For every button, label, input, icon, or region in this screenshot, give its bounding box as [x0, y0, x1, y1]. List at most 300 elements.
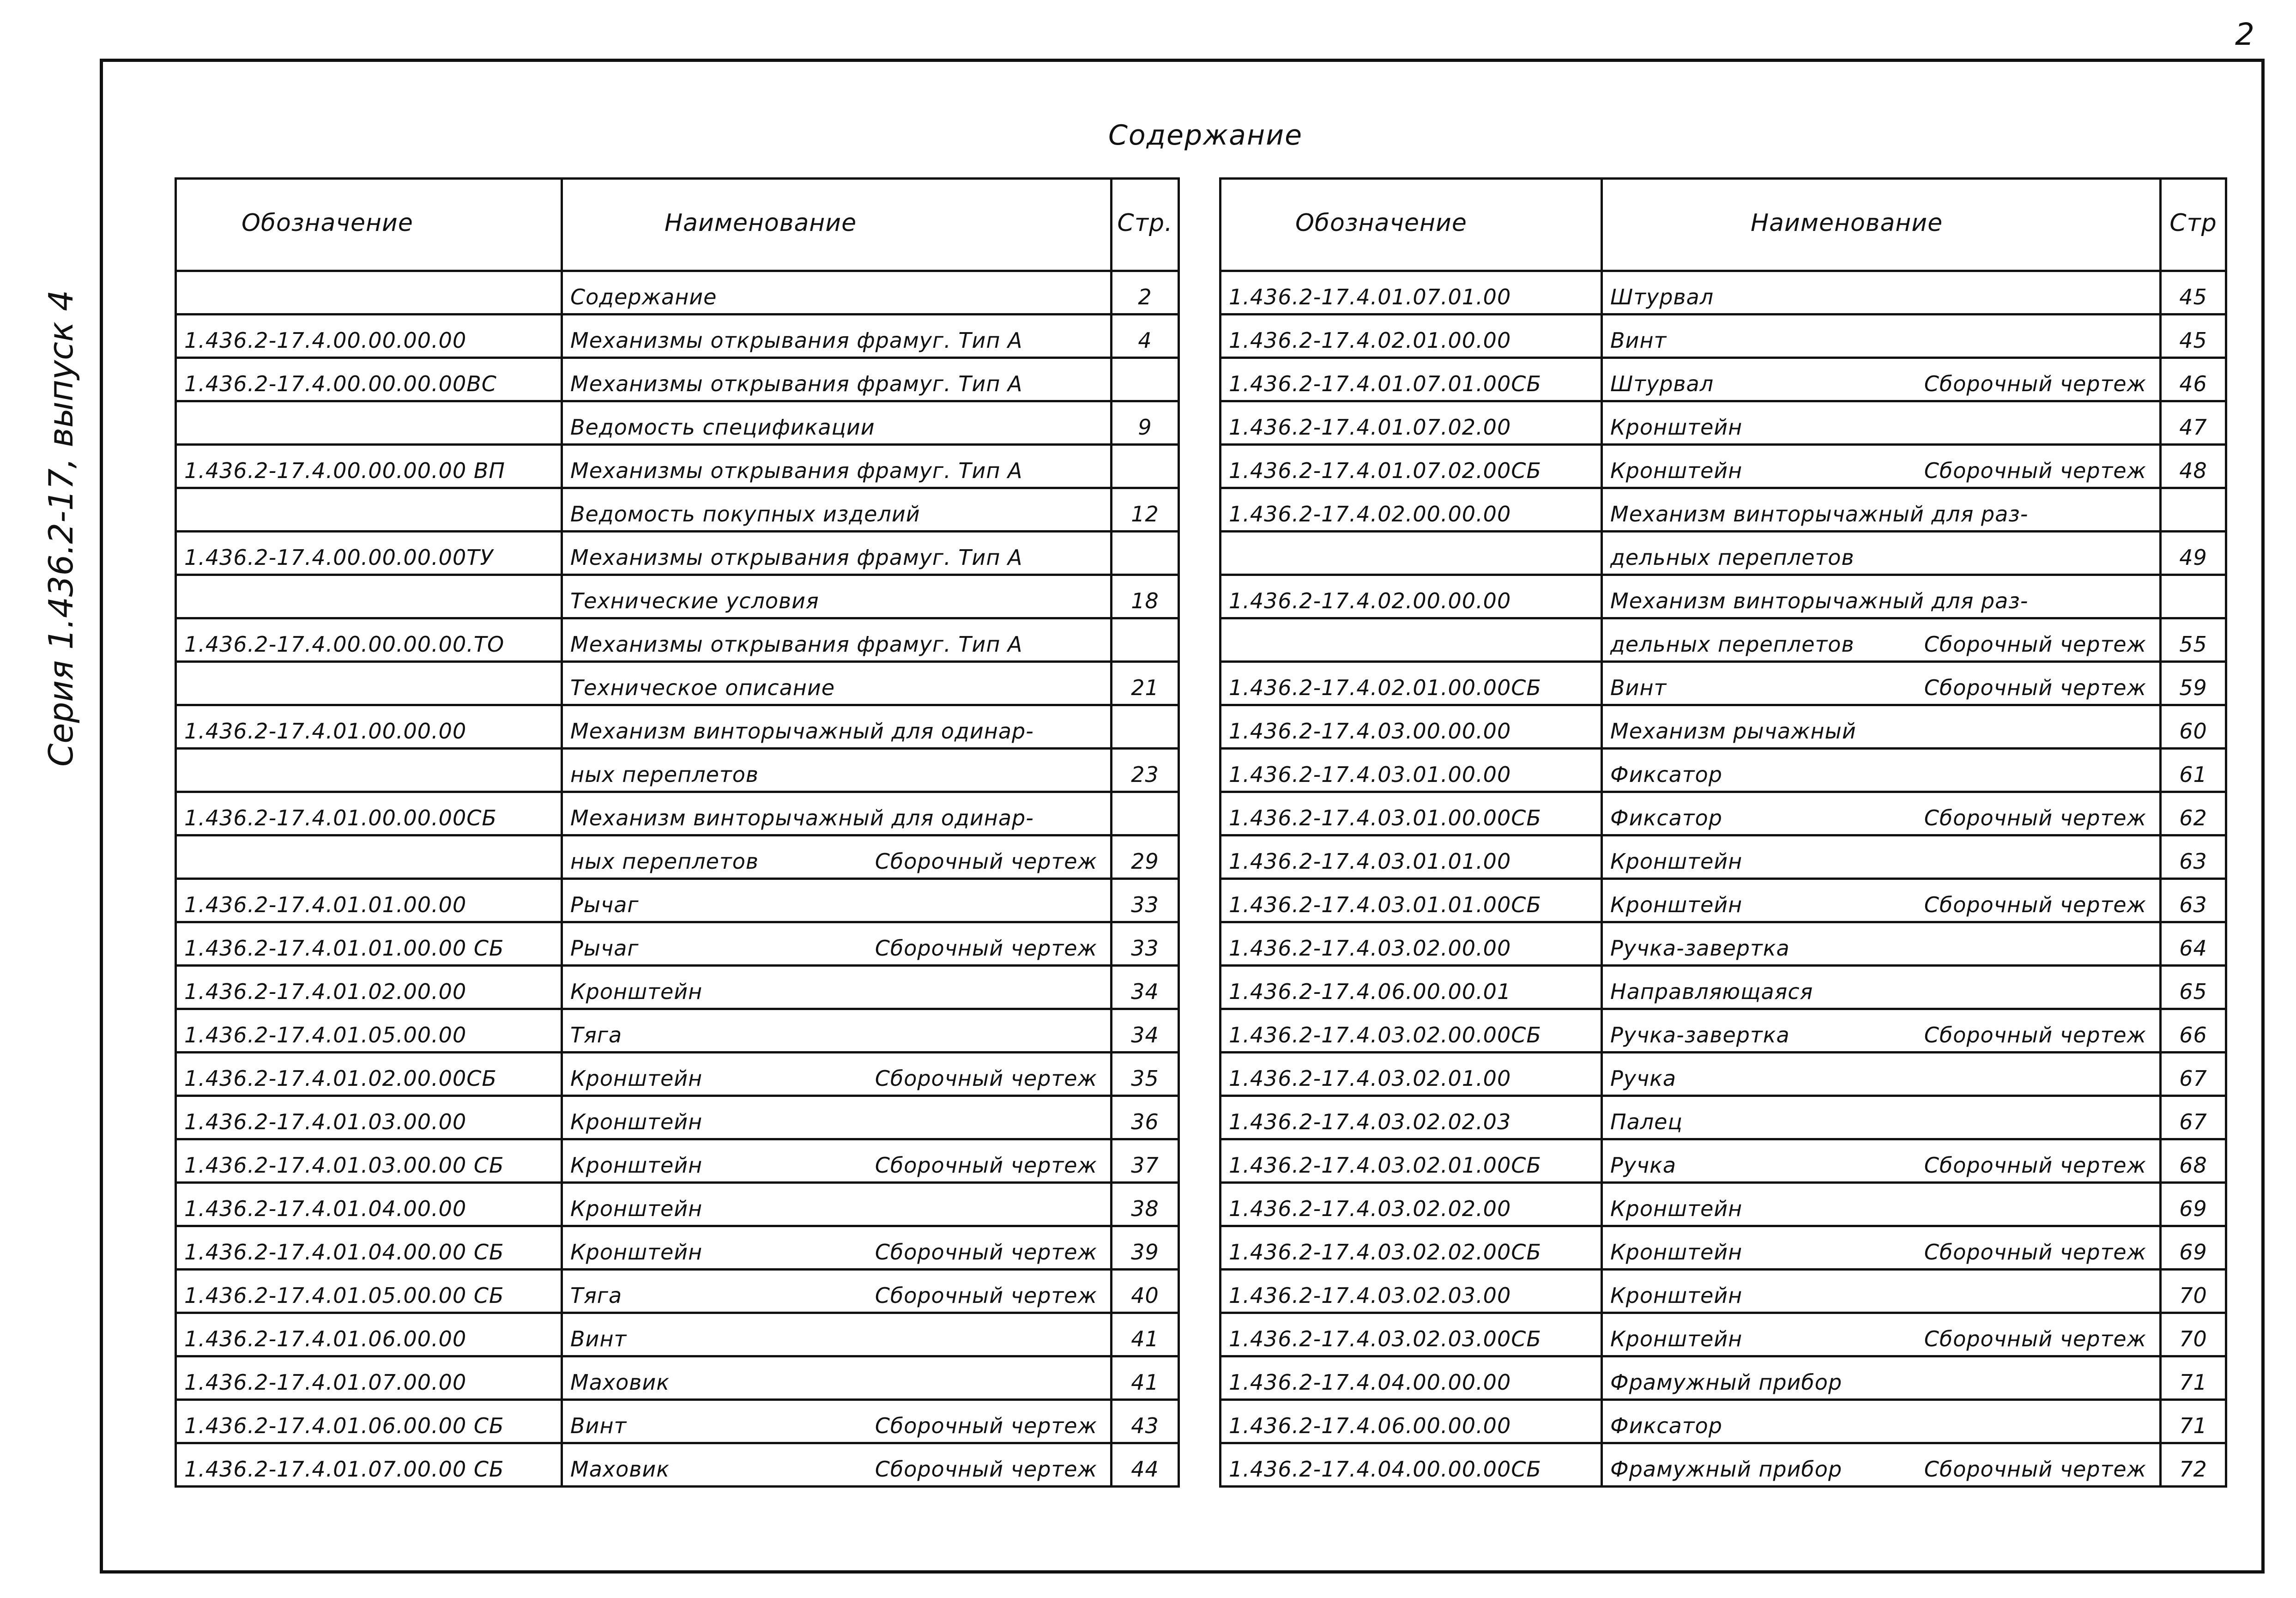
header-code: Обозначение	[176, 179, 562, 271]
cell-code: 1.436.2-17.4.06.00.00.01	[1221, 966, 1602, 1009]
item-name: Механизмы открывания фрамуг. Тип А	[570, 545, 1023, 570]
cell-page: 46	[2161, 358, 2226, 401]
header-page: Стр.	[1112, 179, 1179, 271]
cell-page: 62	[2161, 792, 2226, 835]
item-note	[1097, 675, 1103, 700]
table-row	[176, 1313, 1179, 1356]
cell-page	[1112, 445, 1179, 488]
item-name: Механизмы открывания фрамуг. Тип А	[570, 328, 1023, 353]
item-name: Кронштейн	[570, 979, 703, 1004]
cell-name	[1602, 1400, 2161, 1443]
cell-page: 34	[1112, 1009, 1179, 1053]
table-row	[176, 879, 1179, 922]
cell-page: 45	[2161, 315, 2226, 358]
item-note: Сборочный чертеж	[875, 1413, 1097, 1438]
cell-page	[1112, 618, 1179, 662]
cell-page: 18	[1112, 575, 1179, 618]
cell-name	[1602, 358, 2161, 401]
cell-code: 1.436.2-17.4.03.01.01.00СБ	[1221, 879, 1602, 922]
name-line	[570, 1457, 1103, 1482]
cell-name	[1602, 315, 2161, 358]
cell-page: 45	[2161, 271, 2226, 315]
cell-name	[1602, 1183, 2161, 1226]
name-line	[1610, 1457, 2152, 1482]
table-row	[1221, 1096, 2226, 1139]
item-note	[1097, 1023, 1103, 1047]
name-line	[1610, 1066, 2152, 1091]
item-name: Кронштейн	[1610, 1240, 1743, 1265]
table-row	[176, 358, 1179, 401]
table-row	[1221, 966, 2226, 1009]
cell-code: 1.436.2-17.4.04.00.00.00СБ	[1221, 1443, 1602, 1487]
item-name: Механизм винторычажный для раз-	[1610, 588, 2029, 613]
cell-page: 49	[2161, 532, 2226, 575]
name-line	[570, 936, 1103, 961]
table-row	[176, 315, 1179, 358]
cell-code: 1.436.2-17.4.03.00.00.00	[1221, 705, 1602, 749]
item-name: Кронштейн	[1610, 892, 1743, 917]
name-line	[570, 1023, 1103, 1047]
item-name: Кронштейн	[570, 1109, 703, 1134]
item-name: Ведомость спецификации	[570, 415, 875, 440]
item-note: Сборочный чертеж	[1924, 892, 2146, 917]
name-line	[570, 979, 1103, 1004]
name-line	[570, 849, 1103, 874]
item-note: Сборочный чертеж	[1924, 1457, 2146, 1482]
cell-code: 1.436.2-17.4.06.00.00.00	[1221, 1400, 1602, 1443]
cell-page: 61	[2161, 749, 2226, 792]
item-name: Винт	[1610, 675, 1667, 700]
cell-page: 38	[1112, 1183, 1179, 1226]
cell-code	[1221, 532, 1602, 575]
name-line	[1610, 284, 2152, 309]
cell-code: 1.436.2-17.4.03.02.02.03	[1221, 1096, 1602, 1139]
cell-name	[562, 749, 1112, 792]
cell-name	[562, 1183, 1112, 1226]
item-note	[1097, 545, 1103, 570]
item-note	[2146, 1370, 2152, 1395]
cell-page: 71	[2161, 1356, 2226, 1400]
item-note	[2146, 936, 2152, 961]
item-note: Сборочный чертеж	[875, 936, 1097, 961]
item-name: Ручка	[1610, 1153, 1677, 1178]
name-line	[570, 1066, 1103, 1091]
name-line	[570, 1240, 1103, 1265]
cell-name	[1602, 1096, 2161, 1139]
cell-page: 21	[1112, 662, 1179, 705]
cell-code: 1.436.2-17.4.00.00.00.00.ТО	[176, 618, 562, 662]
item-name: Рычаг	[570, 936, 639, 961]
item-note	[2146, 1413, 2152, 1438]
item-note: Сборочный чертеж	[1924, 632, 2146, 657]
item-name: Фиксатор	[1610, 762, 1722, 787]
item-note: Сборочный чертеж	[1924, 371, 2146, 396]
cell-name	[562, 879, 1112, 922]
item-note	[2146, 849, 2152, 874]
cell-name	[562, 401, 1112, 445]
table-row	[1221, 1009, 2226, 1053]
item-note: Сборочный чертеж	[1924, 458, 2146, 483]
cell-page: 33	[1112, 922, 1179, 966]
cell-name	[562, 966, 1112, 1009]
cell-name	[562, 1313, 1112, 1356]
name-line	[570, 458, 1103, 483]
item-note: Сборочный чертеж	[1924, 1153, 2146, 1178]
cell-code: 1.436.2-17.4.01.00.00.00СБ	[176, 792, 562, 835]
name-line	[570, 1326, 1103, 1351]
name-line	[1610, 719, 2152, 744]
name-line	[1610, 1413, 2152, 1438]
table-row	[1221, 618, 2226, 662]
contents-table-right	[1219, 177, 2227, 1488]
cell-name	[562, 532, 1112, 575]
item-note: Сборочный чертеж	[1924, 1240, 2146, 1265]
item-note: Сборочный чертеж	[1924, 1326, 2146, 1351]
cell-name	[562, 315, 1112, 358]
table-row	[1221, 358, 2226, 401]
cell-code: 1.436.2-17.4.03.02.01.00	[1221, 1053, 1602, 1096]
cell-name	[562, 705, 1112, 749]
name-line	[570, 1283, 1103, 1308]
cell-code: 1.436.2-17.4.01.03.00.00	[176, 1096, 562, 1139]
name-line	[1610, 545, 2152, 570]
cell-code: 1.436.2-17.4.03.02.03.00СБ	[1221, 1313, 1602, 1356]
name-line	[570, 719, 1103, 744]
table-row	[176, 792, 1179, 835]
cell-page: 29	[1112, 835, 1179, 879]
cell-code	[176, 662, 562, 705]
cell-name	[1602, 271, 2161, 315]
name-line	[1610, 1196, 2152, 1221]
item-name: Кронштейн	[1610, 1196, 1743, 1221]
cell-page: 4	[1112, 315, 1179, 358]
table-row	[176, 1226, 1179, 1270]
cell-code: 1.436.2-17.4.03.01.01.00	[1221, 835, 1602, 879]
cell-page: 40	[1112, 1270, 1179, 1313]
cell-page: 9	[1112, 401, 1179, 445]
item-note	[2146, 415, 2152, 440]
item-name: дельных переплетов	[1610, 632, 1855, 657]
cell-name	[1602, 749, 2161, 792]
item-note: Сборочный чертеж	[1924, 1023, 2146, 1047]
table-row	[1221, 532, 2226, 575]
table-row	[1221, 401, 2226, 445]
table-row	[176, 966, 1179, 1009]
item-name: Кронштейн	[570, 1153, 703, 1178]
item-name: Кронштейн	[1610, 849, 1743, 874]
item-note	[2146, 1283, 2152, 1308]
cell-code: 1.436.2-17.4.02.00.00.00	[1221, 575, 1602, 618]
cell-name	[562, 835, 1112, 879]
cell-code: 1.436.2-17.4.03.02.01.00СБ	[1221, 1139, 1602, 1183]
item-name: Винт	[570, 1413, 627, 1438]
name-line	[1610, 892, 2152, 917]
item-note	[1097, 805, 1103, 830]
cell-page: 41	[1112, 1356, 1179, 1400]
item-note	[1097, 371, 1103, 396]
cell-code	[176, 575, 562, 618]
table-row	[176, 1183, 1179, 1226]
name-line	[1610, 979, 2152, 1004]
item-note: Сборочный чертеж	[875, 1066, 1097, 1091]
item-note	[2146, 719, 2152, 744]
table-row	[1221, 1400, 2226, 1443]
item-note: Сборочный чертеж	[875, 1283, 1097, 1308]
cell-name	[562, 358, 1112, 401]
item-note: Сборочный чертеж	[875, 849, 1097, 874]
cell-name	[1602, 1009, 2161, 1053]
cell-page: 63	[2161, 835, 2226, 879]
item-note	[2146, 1109, 2152, 1134]
cell-code	[176, 401, 562, 445]
item-note	[1097, 588, 1103, 613]
cell-page: 69	[2161, 1226, 2226, 1270]
cell-page: 67	[2161, 1096, 2226, 1139]
name-line	[570, 1153, 1103, 1178]
item-name: ных переплетов	[570, 762, 759, 787]
cell-code: 1.436.2-17.4.01.01.00.00	[176, 879, 562, 922]
item-name: Фрамужный прибор	[1610, 1457, 1843, 1482]
item-name: Маховик	[570, 1457, 670, 1482]
name-line	[1610, 1153, 2152, 1178]
cell-name	[562, 1009, 1112, 1053]
item-note: Сборочный чертеж	[875, 1457, 1097, 1482]
cell-name	[562, 1400, 1112, 1443]
item-note: Сборочный чертеж	[1924, 805, 2146, 830]
table-row	[176, 1356, 1179, 1400]
item-name: Содержание	[570, 284, 717, 309]
table-row	[176, 1053, 1179, 1096]
cell-code: 1.436.2-17.4.00.00.00.00	[176, 315, 562, 358]
header-name: Наименование	[1602, 179, 2161, 271]
header-page: Стр	[2161, 179, 2226, 271]
name-line	[570, 1109, 1103, 1134]
table-row	[1221, 835, 2226, 879]
name-line	[1610, 328, 2152, 353]
item-note	[1097, 502, 1103, 527]
name-line	[570, 892, 1103, 917]
item-note	[1097, 458, 1103, 483]
cell-code: 1.436.2-17.4.01.07.01.00СБ	[1221, 358, 1602, 401]
name-line	[570, 415, 1103, 440]
item-name: Тяга	[570, 1283, 622, 1308]
cell-code	[1221, 618, 1602, 662]
item-note: Сборочный чертеж	[1924, 675, 2146, 700]
cell-page: 68	[2161, 1139, 2226, 1183]
cell-name	[1602, 835, 2161, 879]
cell-page: 60	[2161, 705, 2226, 749]
cell-page: 44	[1112, 1443, 1179, 1487]
item-name: Ручка	[1610, 1066, 1677, 1091]
item-name: Кронштейн	[570, 1240, 703, 1265]
table-row	[1221, 315, 2226, 358]
cell-page: 37	[1112, 1139, 1179, 1183]
cell-page	[1112, 358, 1179, 401]
cell-name	[562, 1270, 1112, 1313]
table-row	[1221, 445, 2226, 488]
name-line	[570, 675, 1103, 700]
cell-code: 1.436.2-17.4.03.02.00.00СБ	[1221, 1009, 1602, 1053]
cell-name	[562, 1356, 1112, 1400]
cell-code: 1.436.2-17.4.03.02.02.00	[1221, 1183, 1602, 1226]
cell-page: 48	[2161, 445, 2226, 488]
table-row	[176, 1443, 1179, 1487]
cell-code: 1.436.2-17.4.04.00.00.00	[1221, 1356, 1602, 1400]
cell-name	[562, 618, 1112, 662]
table-row	[176, 1139, 1179, 1183]
cell-name	[1602, 488, 2161, 532]
contents-body-right	[1221, 271, 2226, 1487]
cell-name	[562, 922, 1112, 966]
cell-page: 35	[1112, 1053, 1179, 1096]
item-name: Винт	[570, 1326, 627, 1351]
table-row	[1221, 1443, 2226, 1487]
cell-page	[2161, 575, 2226, 618]
cell-page: 70	[2161, 1270, 2226, 1313]
cell-code: 1.436.2-17.4.03.02.02.00СБ	[1221, 1226, 1602, 1270]
name-line	[1610, 849, 2152, 874]
cell-page: 33	[1112, 879, 1179, 922]
cell-page	[1112, 792, 1179, 835]
cell-code: 1.436.2-17.4.01.05.00.00	[176, 1009, 562, 1053]
name-line	[1610, 371, 2152, 396]
cell-name	[1602, 1313, 2161, 1356]
item-name: Кронштейн	[570, 1066, 703, 1091]
name-line	[570, 1370, 1103, 1395]
table-row	[176, 1270, 1179, 1313]
cell-name	[1602, 532, 2161, 575]
name-line	[1610, 415, 2152, 440]
header-name: Наименование	[562, 179, 1112, 271]
item-note	[1097, 415, 1103, 440]
item-note	[2146, 979, 2152, 1004]
cell-page: 70	[2161, 1313, 2226, 1356]
name-line	[1610, 1283, 2152, 1308]
table-row	[1221, 575, 2226, 618]
item-note	[2146, 284, 2152, 309]
name-line	[1610, 762, 2152, 787]
item-name: Механизм винторычажный для раз-	[1610, 502, 2029, 527]
item-note	[2146, 1196, 2152, 1221]
series-label-wrap	[42, 290, 88, 771]
cell-name	[1602, 1270, 2161, 1313]
table-row	[1221, 922, 2226, 966]
table-row	[1221, 662, 2226, 705]
table-row	[1221, 1313, 2226, 1356]
name-line	[1610, 1240, 2152, 1265]
cell-name	[1602, 792, 2161, 835]
cell-code	[176, 271, 562, 315]
table-row	[1221, 1053, 2226, 1096]
header-row	[1221, 179, 2226, 271]
item-note	[1097, 284, 1103, 309]
item-name: Тяга	[570, 1023, 622, 1047]
item-note	[1097, 892, 1103, 917]
item-name: Технические условия	[570, 588, 819, 613]
cell-code: 1.436.2-17.4.01.01.00.00 СБ	[176, 922, 562, 966]
item-name: Механизм рычажный	[1610, 719, 1856, 744]
table-row	[176, 575, 1179, 618]
item-name: Фиксатор	[1610, 805, 1722, 830]
cell-page: 63	[2161, 879, 2226, 922]
name-line	[570, 502, 1103, 527]
cell-page: 59	[2161, 662, 2226, 705]
name-line	[570, 762, 1103, 787]
page-title: Содержание	[1108, 119, 1303, 151]
cell-code: 1.436.2-17.4.01.04.00.00 СБ	[176, 1226, 562, 1270]
cell-name	[562, 1096, 1112, 1139]
cell-code	[176, 749, 562, 792]
cell-name	[562, 792, 1112, 835]
item-note	[1097, 632, 1103, 657]
table-row	[176, 1096, 1179, 1139]
name-line	[570, 588, 1103, 613]
item-name: Механизм винторычажный для одинар-	[570, 805, 1034, 830]
item-note	[2146, 502, 2152, 527]
cell-code: 1.436.2-17.4.01.02.00.00	[176, 966, 562, 1009]
table-row	[1221, 1183, 2226, 1226]
cell-page: 36	[1112, 1096, 1179, 1139]
table-row	[176, 1009, 1179, 1053]
cell-name	[1602, 1139, 2161, 1183]
table-row	[176, 662, 1179, 705]
cell-code: 1.436.2-17.4.01.02.00.00СБ	[176, 1053, 562, 1096]
cell-name	[562, 575, 1112, 618]
item-note: Сборочный чертеж	[875, 1240, 1097, 1265]
cell-name	[1602, 445, 2161, 488]
item-name: Рычаг	[570, 892, 639, 917]
cell-page: 34	[1112, 966, 1179, 1009]
cell-page: 23	[1112, 749, 1179, 792]
table-row	[176, 835, 1179, 879]
cell-page	[1112, 705, 1179, 749]
cell-name	[1602, 966, 2161, 1009]
table-row	[1221, 879, 2226, 922]
cell-name	[1602, 922, 2161, 966]
cell-code	[176, 835, 562, 879]
item-name: Фиксатор	[1610, 1413, 1722, 1438]
item-name: Кронштейн	[1610, 1283, 1743, 1308]
item-note: Сборочный чертеж	[875, 1153, 1097, 1178]
item-note	[1097, 1109, 1103, 1134]
cell-page	[1112, 532, 1179, 575]
cell-code: 1.436.2-17.4.03.01.00.00СБ	[1221, 792, 1602, 835]
cell-page: 47	[2161, 401, 2226, 445]
item-name: Фрамужный прибор	[1610, 1370, 1843, 1395]
item-name: Кронштейн	[1610, 415, 1743, 440]
item-note	[1097, 1196, 1103, 1221]
cell-name	[1602, 1053, 2161, 1096]
table-row	[176, 922, 1179, 966]
cell-name	[1602, 1356, 2161, 1400]
cell-code: 1.436.2-17.4.03.01.00.00	[1221, 749, 1602, 792]
name-line	[1610, 1109, 2152, 1134]
cell-page: 71	[2161, 1400, 2226, 1443]
cell-code	[176, 488, 562, 532]
item-name: Механизмы открывания фрамуг. Тип А	[570, 458, 1023, 483]
item-name: ных переплетов	[570, 849, 759, 874]
item-name: дельных переплетов	[1610, 545, 1855, 570]
item-name: Винт	[1610, 328, 1667, 353]
cell-code: 1.436.2-17.4.01.07.02.00	[1221, 401, 1602, 445]
item-note	[1097, 762, 1103, 787]
table-row	[1221, 1139, 2226, 1183]
item-name: Кронштейн	[1610, 1326, 1743, 1351]
cell-page: 67	[2161, 1053, 2226, 1096]
name-line	[570, 284, 1103, 309]
item-note	[2146, 1066, 2152, 1091]
cell-name	[1602, 1443, 2161, 1487]
